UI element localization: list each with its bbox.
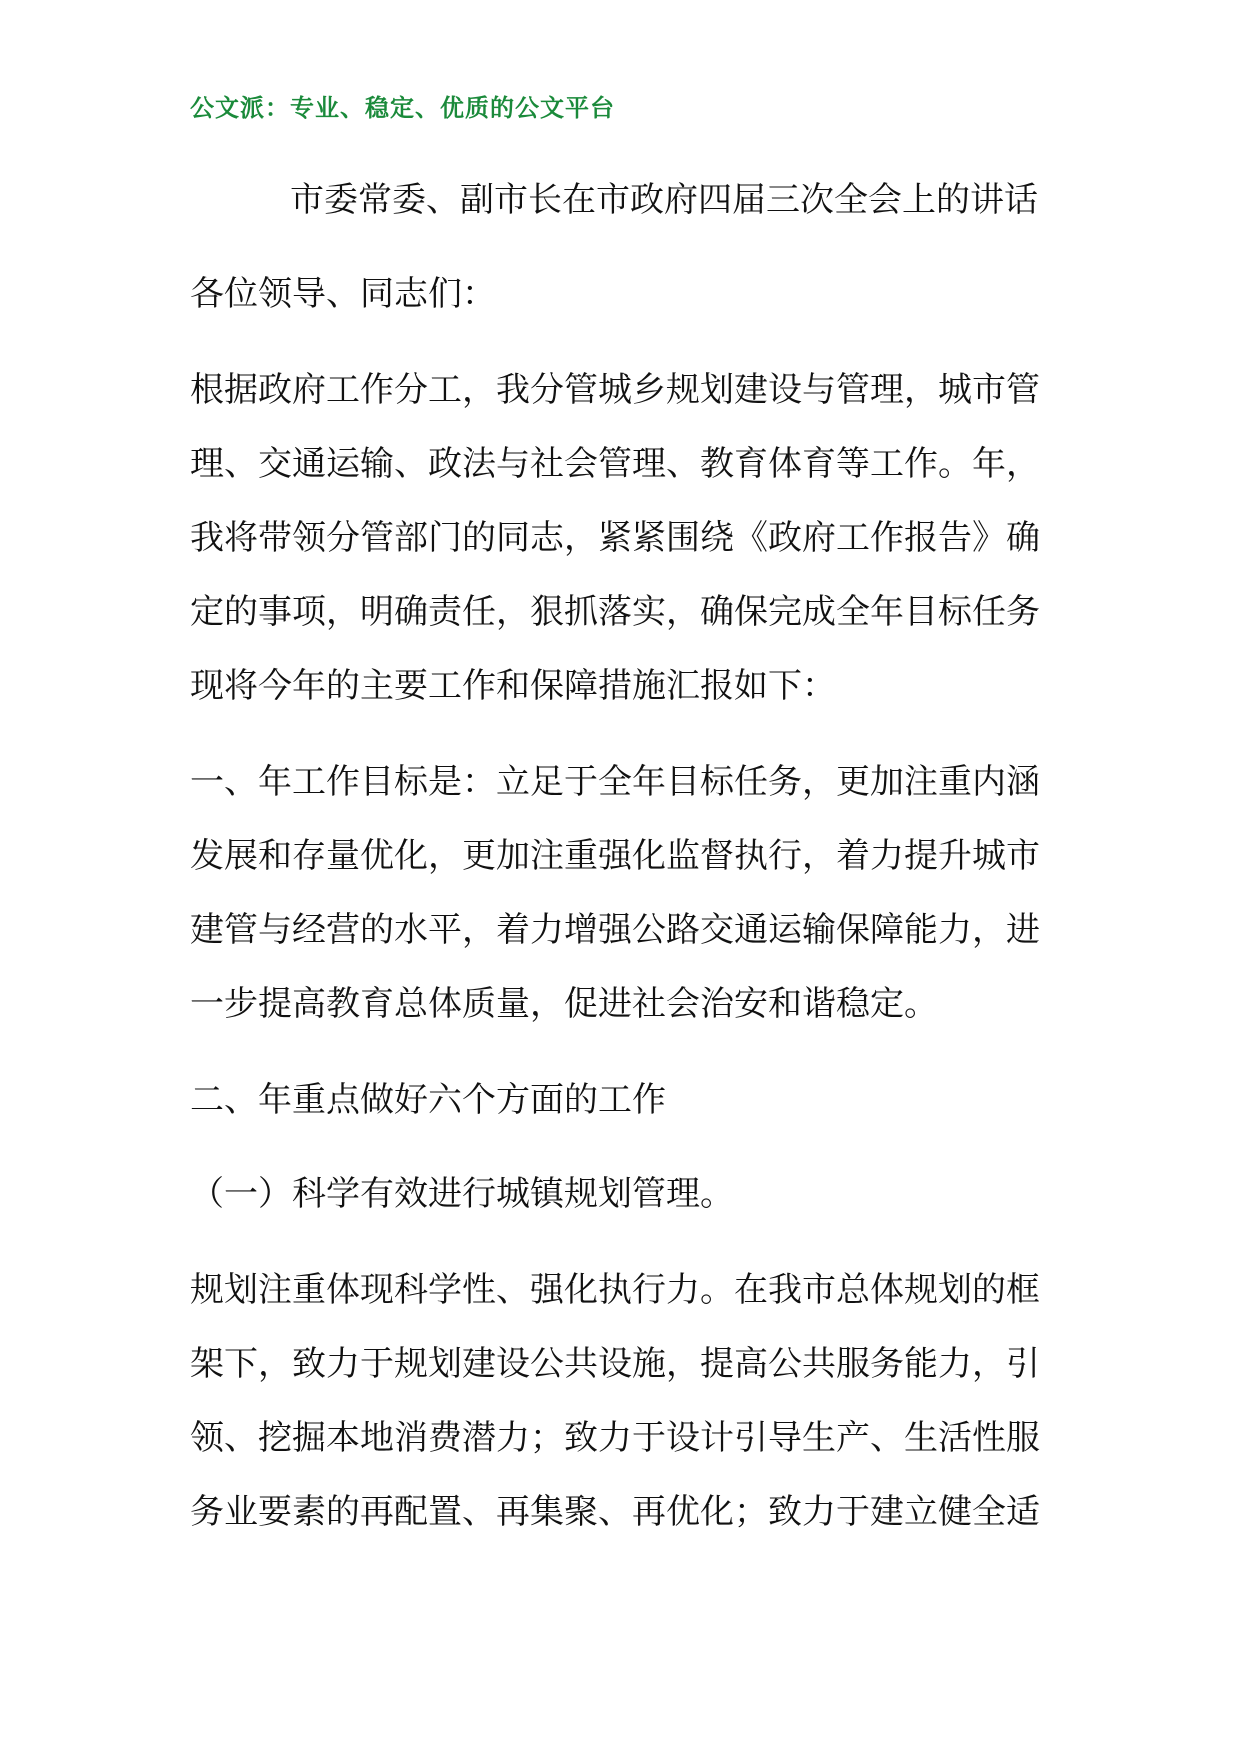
paragraph-line: 一步提高教育总体质量，促进社会治安和谐稳定。 [190, 984, 938, 1024]
subsection-heading: （一）科学有效进行城镇规划管理。 [190, 1174, 734, 1214]
paragraph-line: 定的事项，明确责任，狠抓落实，确保完成全年目标任务 [190, 592, 1040, 632]
paragraph-line: 一、年工作目标是：立足于全年目标任务，更加注重内涵 [190, 762, 1040, 802]
salutation: 各位领导、同志们： [190, 274, 496, 314]
paragraph-line: 理、交通运输、政法与社会管理、教育体育等工作。年， [190, 444, 1040, 484]
brand-header: 公文派：专业、稳定、优质的公文平台 [190, 94, 615, 122]
paragraph-line: 建管与经营的水平，着力增强公路交通运输保障能力，进 [190, 910, 1040, 950]
paragraph-line: 领、挖掘本地消费潜力；致力于设计引导生产、生活性服 [190, 1418, 1040, 1458]
paragraph-line: 根据政府工作分工，我分管城乡规划建设与管理，城市管 [190, 370, 1040, 410]
paragraph-line: 架下，致力于规划建设公共设施，提高公共服务能力，引 [190, 1344, 1040, 1384]
paragraph-line: 我将带领分管部门的同志，紧紧围绕《政府工作报告》确 [190, 518, 1040, 558]
paragraph-line: 务业要素的再配置、再集聚、再优化；致力于建立健全适 [190, 1492, 1040, 1532]
paragraph-line: 现将今年的主要工作和保障措施汇报如下： [190, 666, 836, 706]
document-title: 市委常委、副市长在市政府四届三次全会上的讲话 [290, 180, 1038, 220]
paragraph-line: 规划注重体现科学性、强化执行力。在我市总体规划的框 [190, 1270, 1040, 1310]
paragraph-line: 发展和存量优化，更加注重强化监督执行，着力提升城市 [190, 836, 1040, 876]
section-heading: 二、年重点做好六个方面的工作 [190, 1080, 666, 1120]
